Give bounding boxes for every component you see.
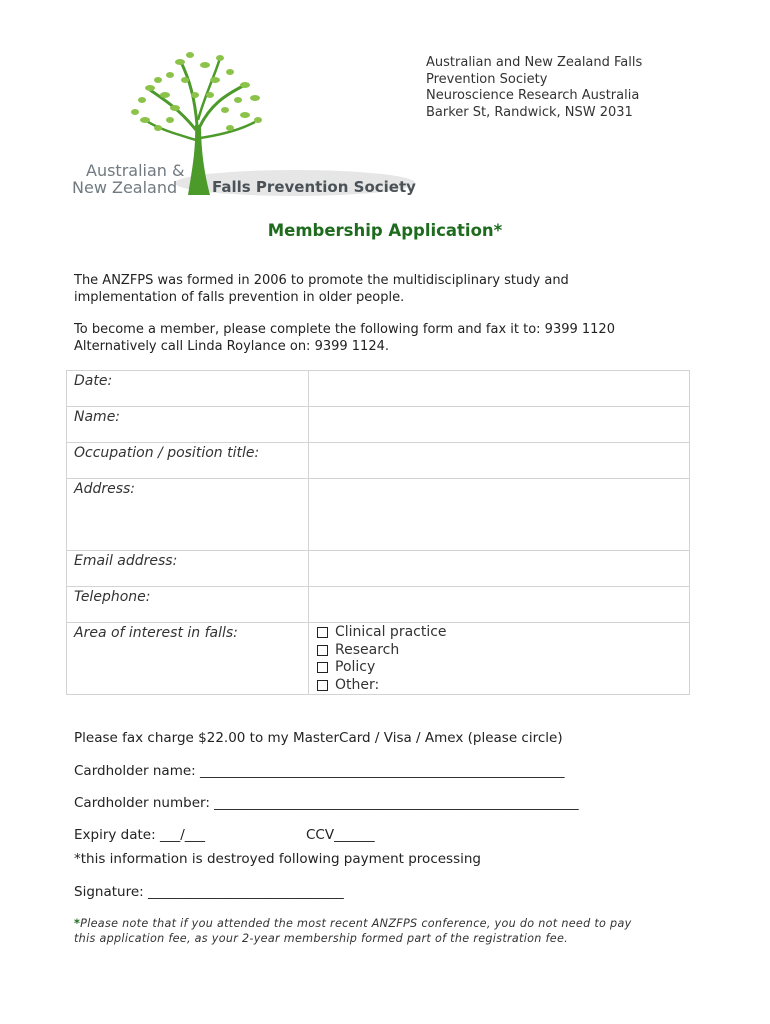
- interest-option-research[interactable]: [309, 642, 689, 660]
- form-row-telephone: [67, 587, 690, 623]
- checkbox-icon[interactable]: [317, 645, 328, 656]
- signature-field[interactable]: Signature: _____________________________: [74, 884, 344, 900]
- name-field[interactable]: [309, 407, 690, 443]
- checkbox-icon[interactable]: [317, 627, 328, 638]
- cardholder-number-field[interactable]: Cardholder number: ______________________________________________________: [74, 795, 579, 811]
- address-label: Address:: [67, 479, 309, 551]
- address-line: Australian and New Zealand Falls: [426, 55, 643, 70]
- page-title: Membership Application*: [267, 221, 503, 240]
- occupation-field[interactable]: [309, 443, 690, 479]
- destroyed-notice: *this information is destroyed following payment processing: [74, 851, 481, 867]
- interest-option-policy[interactable]: [309, 659, 689, 677]
- option-label: Other:: [335, 676, 380, 693]
- interest-options: [309, 623, 690, 695]
- fee-note: [74, 916, 632, 946]
- form-row-name: [67, 407, 690, 443]
- logo-text-society: Falls Prevention Society: [212, 178, 416, 196]
- interest-option-other[interactable]: [309, 677, 689, 695]
- form-row-interest: [67, 623, 690, 695]
- address-line: Barker St, Randwick, NSW 2031: [426, 104, 633, 120]
- occupation-label: Occupation / position title:: [67, 443, 309, 479]
- option-label: Clinical practice: [335, 624, 447, 640]
- interest-option-clinical[interactable]: [309, 624, 689, 642]
- form-row-email: [67, 551, 690, 587]
- date-field[interactable]: [309, 371, 690, 407]
- address-line: Neuroscience Research Australia: [426, 88, 640, 103]
- payment-charge-text: Please fax charge $22.00 to my MasterCard / Visa / Amex (please circle): [74, 730, 563, 746]
- note-star: *: [74, 917, 81, 930]
- note-line2: this application fee, as your 2-year membership formed part of the registration fee.: [74, 932, 569, 945]
- name-label: Name:: [67, 407, 309, 443]
- address-line: Prevention Society: [426, 71, 548, 87]
- option-label: Policy: [335, 659, 376, 675]
- note-line1: Please note that if you attended the most recent ANZFPS conference, you do not need to pay: [80, 917, 632, 930]
- telephone-label: Telephone:: [67, 587, 309, 623]
- intro-paragraph: [74, 272, 569, 306]
- address-field[interactable]: [309, 479, 690, 551]
- email-label: Email address:: [67, 551, 309, 587]
- expiry-date-field[interactable]: Expiry date: ___/___: [74, 827, 205, 843]
- intro-line: The ANZFPS was formed in 2006 to promote the multidisciplinary study and: [74, 273, 569, 288]
- logo-text-line1: Australian &: [86, 161, 185, 180]
- instructions-paragraph: [74, 321, 615, 355]
- intro-line: implementation of falls prevention in older people.: [74, 290, 405, 305]
- cardholder-name-field[interactable]: Cardholder name: ______________________________________________________: [74, 763, 565, 779]
- telephone-field[interactable]: [309, 587, 690, 623]
- form-row-occupation: [67, 443, 690, 479]
- email-field[interactable]: [309, 551, 690, 587]
- membership-form-table: [66, 370, 690, 695]
- date-label: Date:: [67, 371, 309, 407]
- form-row-date: [67, 371, 690, 407]
- checkbox-icon[interactable]: [317, 680, 328, 691]
- ccv-field[interactable]: CCV______: [306, 827, 375, 843]
- instructions-line: To become a member, please complete the following form and fax it to: 9399 1120: [74, 322, 615, 337]
- instructions-line: Alternatively call Linda Roylance on: 9399 1124.: [74, 339, 390, 354]
- society-address: [426, 55, 642, 121]
- form-row-address: [67, 479, 690, 551]
- interest-label: Area of interest in falls:: [67, 623, 309, 695]
- logo-text-line2: New Zealand: [72, 178, 178, 197]
- checkbox-icon[interactable]: [317, 662, 328, 673]
- option-label: Research: [335, 641, 400, 658]
